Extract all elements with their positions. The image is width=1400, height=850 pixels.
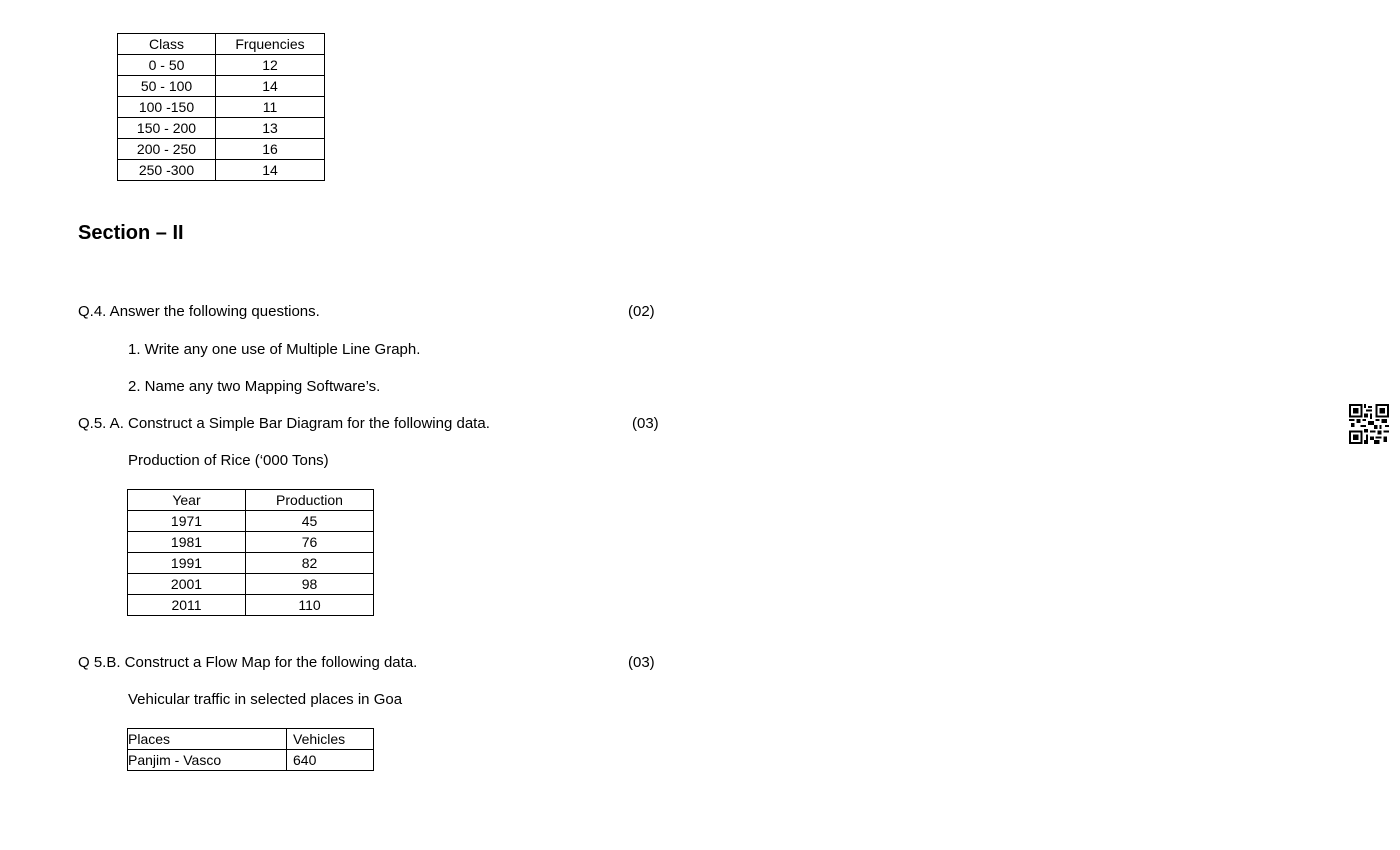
table-row — [128, 574, 374, 595]
column-header-frequencies: Frquencies — [216, 34, 325, 55]
section-title: Section – II — [78, 222, 184, 244]
column-header-places: Places — [128, 729, 287, 750]
frequency-cell: 14 — [216, 160, 325, 181]
table-row — [128, 532, 374, 553]
year-cell: 1991 — [128, 553, 246, 574]
class-cell: 150 - 200 — [118, 118, 216, 139]
class-cell: 50 - 100 — [118, 76, 216, 97]
table-header-row — [118, 34, 325, 55]
class-cell: 200 - 250 — [118, 139, 216, 160]
frequency-table — [117, 33, 325, 181]
year-cell: 2001 — [128, 574, 246, 595]
production-cell: 98 — [246, 574, 374, 595]
table-row — [118, 160, 325, 181]
frequency-cell: 13 — [216, 118, 325, 139]
qr-code-icon — [1349, 404, 1389, 449]
q4-question: Q.4. Answer the following questions. — [78, 303, 320, 320]
column-header-production: Production — [246, 490, 374, 511]
q5a-caption: Production of Rice (‘000 Tons) — [128, 452, 329, 469]
table-row — [128, 511, 374, 532]
frequency-cell: 12 — [216, 55, 325, 76]
frequency-cell: 14 — [216, 76, 325, 97]
q5b-caption: Vehicular traffic in selected places in Goa — [128, 691, 403, 708]
q4-item-2: 2. Name any two Mapping Software’s. — [128, 378, 381, 395]
q5a-question: Q.5. A. Construct a Simple Bar Diagram for the following data. — [78, 415, 490, 432]
place-cell: Panjim - Vasco — [128, 750, 287, 771]
table-row — [118, 76, 325, 97]
year-cell: 2011 — [128, 595, 246, 616]
class-cell: 0 - 50 — [118, 55, 216, 76]
production-cell: 76 — [246, 532, 374, 553]
table-row — [118, 118, 325, 139]
frequency-cell: 11 — [216, 97, 325, 118]
q5a-marks: (03) — [632, 415, 659, 432]
column-header-class: Class — [118, 34, 216, 55]
year-cell: 1981 — [128, 532, 246, 553]
q5b-marks: (03) — [628, 654, 655, 671]
table-row — [118, 139, 325, 160]
column-header-year: Year — [128, 490, 246, 511]
year-cell: 1971 — [128, 511, 246, 532]
production-cell: 45 — [246, 511, 374, 532]
frequency-cell: 16 — [216, 139, 325, 160]
q5b-question: Q 5.B. Construct a Flow Map for the following data. — [78, 654, 418, 671]
production-cell: 82 — [246, 553, 374, 574]
table-row — [118, 97, 325, 118]
class-cell: 250 -300 — [118, 160, 216, 181]
q4-marks: (02) — [628, 303, 655, 320]
table-row — [128, 553, 374, 574]
vehicular-traffic-table — [127, 728, 374, 771]
table-header-row — [128, 729, 374, 750]
table-header-row — [128, 490, 374, 511]
table-row — [118, 55, 325, 76]
table-row — [128, 750, 374, 771]
q4-item-1: 1. Write any one use of Multiple Line Graph. — [128, 341, 421, 358]
class-cell: 100 -150 — [118, 97, 216, 118]
column-header-vehicles: Vehicles — [287, 729, 374, 750]
rice-production-table — [127, 489, 374, 616]
production-cell: 110 — [246, 595, 374, 616]
vehicles-cell: 640 — [287, 750, 374, 771]
table-row — [128, 595, 374, 616]
